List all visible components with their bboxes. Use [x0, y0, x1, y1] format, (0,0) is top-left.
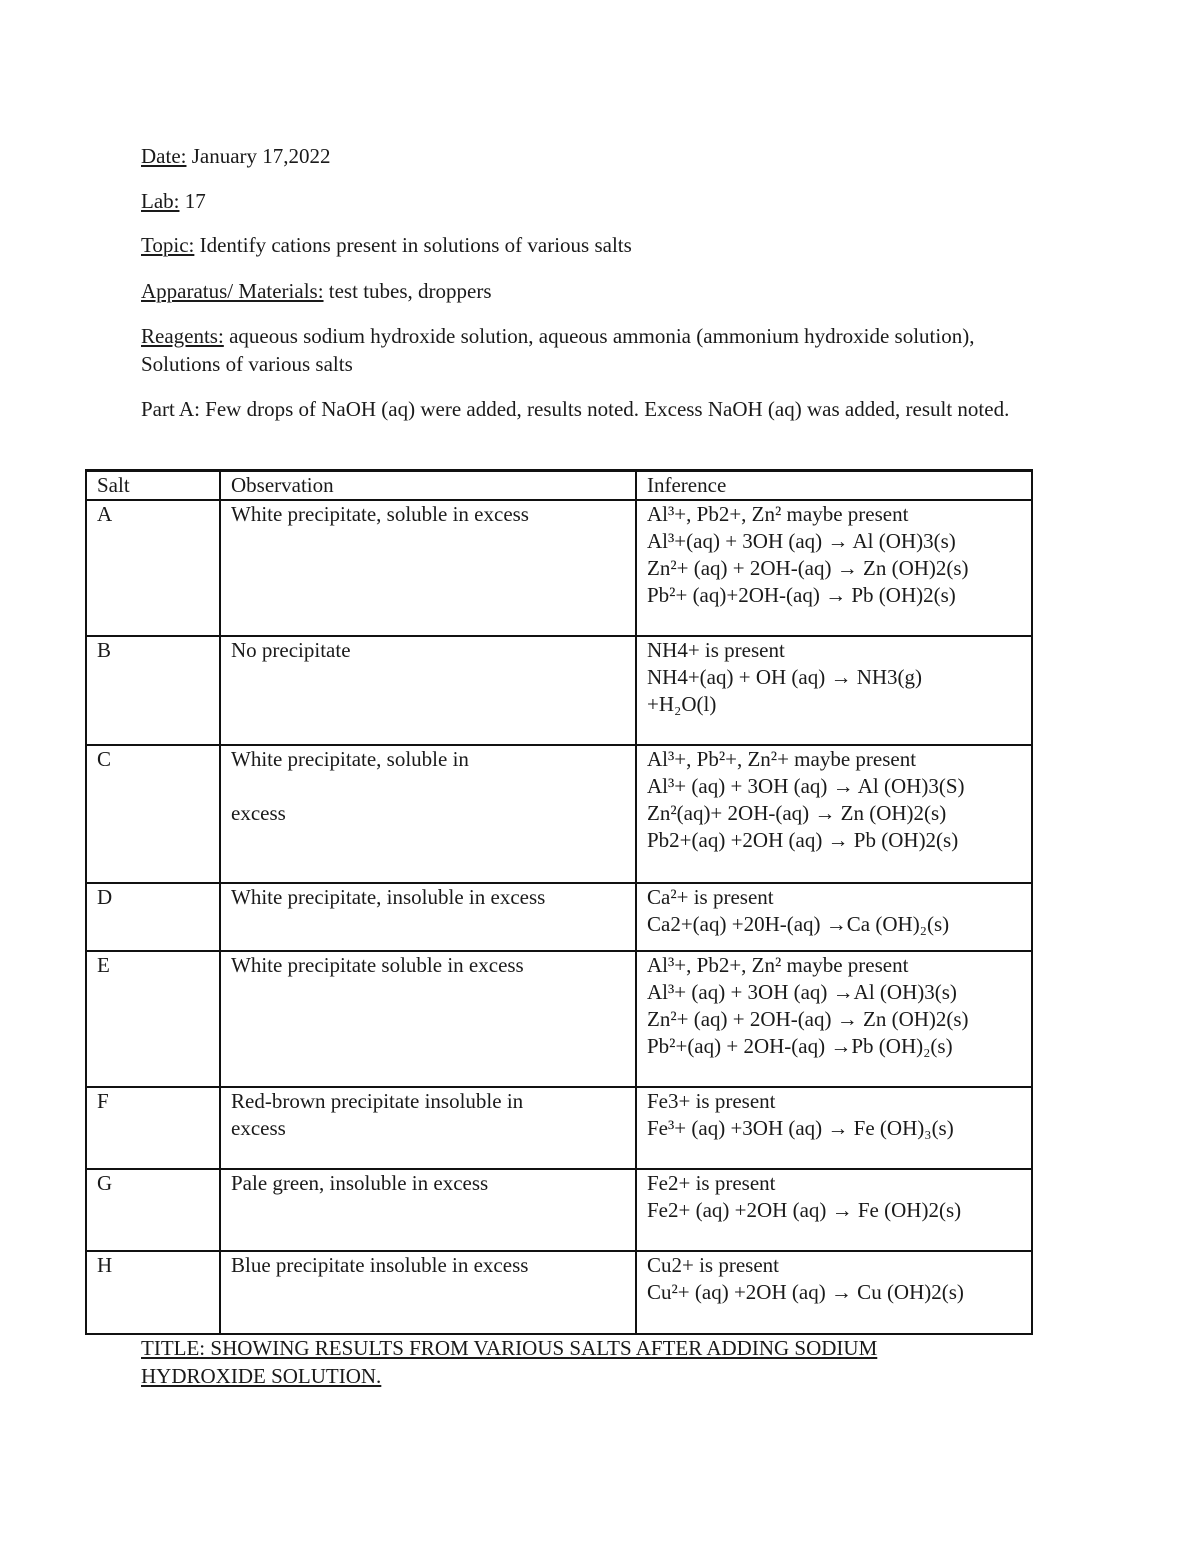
inference-cell: [636, 745, 1032, 883]
table-row: [86, 951, 1032, 1087]
inference-line: Fe³+ (aq) +3OH (aq) → Fe (OH)₃(s): [647, 1116, 954, 1140]
salt-cell: A: [86, 500, 220, 636]
apparatus-label: Apparatus/ Materials:: [141, 279, 324, 303]
table-caption-line-2: HYDROXIDE SOLUTION.: [141, 1364, 382, 1388]
date-line: [141, 142, 1071, 170]
apparatus-line: [141, 277, 1071, 305]
salt-cell: H: [86, 1251, 220, 1334]
observation-line: Pale green, insoluble in excess: [231, 1171, 489, 1195]
salt-cell: G: [86, 1169, 220, 1251]
inference-line: Zn²+ (aq) + 2OH-(aq) → Zn (OH)2(s): [647, 1007, 969, 1031]
topic-line: [141, 231, 1071, 259]
inference-cell: [636, 1251, 1032, 1334]
apparatus-value: test tubes, droppers: [323, 279, 492, 303]
inference-line: Cu²+ (aq) +2OH (aq) → Cu (OH)2(s): [647, 1280, 964, 1304]
observation-line: White precipitate, soluble in excess: [231, 502, 529, 526]
table-row: [86, 1169, 1032, 1251]
observation-line: Red-brown precipitate insoluble in: [231, 1089, 524, 1113]
inference-line: Al³+, Pb2+, Zn² maybe present: [647, 953, 909, 977]
observation-cell: [220, 951, 636, 1087]
observation-cell: [220, 500, 636, 636]
salt-cell: D: [86, 883, 220, 951]
observation-cell: [220, 1251, 636, 1334]
observation-line: Blue precipitate insoluble in excess: [231, 1253, 529, 1277]
inference-cell: [636, 883, 1032, 951]
observation-line: White precipitate, insoluble in excess: [231, 885, 546, 909]
inference-cell: [636, 1087, 1032, 1169]
inference-line: Ca²+ is present: [647, 885, 774, 909]
reagents-label: Reagents:: [141, 324, 224, 348]
observation-cell: [220, 1169, 636, 1251]
inference-line: Al³+ (aq) + 3OH (aq) → Al (OH)3(S): [647, 774, 965, 798]
inference-line: Al³+(aq) + 3OH (aq) → Al (OH)3(s): [647, 529, 956, 553]
inference-line: Zn²+ (aq) + 2OH-(aq) → Zn (OH)2(s): [647, 556, 969, 580]
observation-cell: [220, 636, 636, 745]
observation-line: excess: [231, 801, 286, 825]
observation-line: White precipitate soluble in excess: [231, 953, 524, 977]
date-value: January 17,2022: [186, 144, 331, 168]
observation-cell: [220, 883, 636, 951]
observation-line: White precipitate, soluble in: [231, 747, 469, 771]
reagents-line: [141, 322, 1001, 378]
inference-cell: [636, 1169, 1032, 1251]
topic-value: Identify cations present in solutions of various salts: [194, 233, 632, 257]
inference-line: Fe2+ (aq) +2OH (aq) → Fe (OH)2(s): [647, 1198, 962, 1222]
inference-line: Pb²+ (aq)+2OH-(aq) → Pb (OH)2(s): [647, 583, 956, 607]
inference-line: Fe3+ is present: [647, 1089, 776, 1113]
observation-line: excess: [231, 1116, 286, 1140]
topic-label: Topic:: [141, 233, 195, 257]
salt-cell: B: [86, 636, 220, 745]
reagents-value: aqueous sodium hydroxide solution, aqueous ammonia (ammonium hydroxide solution), Solutions of various salts: [141, 324, 975, 376]
lab-value: 17: [179, 189, 206, 213]
salt-cell: F: [86, 1087, 220, 1169]
lab-label: Lab:: [141, 189, 180, 213]
results-table: [85, 469, 1033, 1335]
inference-line: Zn²(aq)+ 2OH-(aq) → Zn (OH)2(s): [647, 801, 947, 825]
observation-line: No precipitate: [231, 638, 351, 662]
table-caption-line-1: TITLE: SHOWING RESULTS FROM VARIOUS SALTS AFTER ADDING SODIUM: [141, 1336, 878, 1360]
inference-line: Fe2+ is present: [647, 1171, 776, 1195]
observation-line: [231, 773, 625, 800]
observation-cell: [220, 745, 636, 883]
inference-line: Cu2+ is present: [647, 1253, 779, 1277]
table-row: [86, 636, 1032, 745]
results-table-body: [86, 471, 1032, 1335]
header-inference: Inference: [636, 471, 1032, 501]
table-row: [86, 1251, 1032, 1334]
salt-cell: C: [86, 745, 220, 883]
inference-line: Pb2+(aq) +2OH (aq) → Pb (OH)2(s): [647, 828, 959, 852]
inference-line: Al³+, Pb²+, Zn²+ maybe present: [647, 747, 917, 771]
header-salt: Salt: [86, 471, 220, 501]
inference-line: Ca2+(aq) +20H-(aq) →Ca (OH)₂(s): [647, 912, 950, 936]
header-observation: Observation: [220, 471, 636, 501]
observation-cell: [220, 1087, 636, 1169]
table-row: [86, 1087, 1032, 1169]
table-header-row: [86, 471, 1032, 501]
inference-cell: [636, 951, 1032, 1087]
table-row: [86, 883, 1032, 951]
inference-line: +H₂O(l): [647, 692, 717, 716]
inference-cell: [636, 636, 1032, 745]
inference-line: Al³+ (aq) + 3OH (aq) →Al (OH)3(s): [647, 980, 957, 1004]
inference-line: Pb²+(aq) + 2OH-(aq) →Pb (OH)₂(s): [647, 1034, 953, 1058]
salt-cell: E: [86, 951, 220, 1087]
lab-line: [141, 187, 1071, 215]
inference-line: NH4+ is present: [647, 638, 785, 662]
date-label: Date:: [141, 144, 187, 168]
table-row: [86, 500, 1032, 636]
part-a-text: Part A: Few drops of NaOH (aq) were added, results noted. Excess NaOH (aq) was added, result noted.: [141, 397, 1010, 421]
table-row: [86, 745, 1032, 883]
inference-line: NH4+(aq) + OH (aq) → NH3(g): [647, 665, 923, 689]
inference-cell: [636, 500, 1032, 636]
inference-line: Al³+, Pb2+, Zn² maybe present: [647, 502, 909, 526]
